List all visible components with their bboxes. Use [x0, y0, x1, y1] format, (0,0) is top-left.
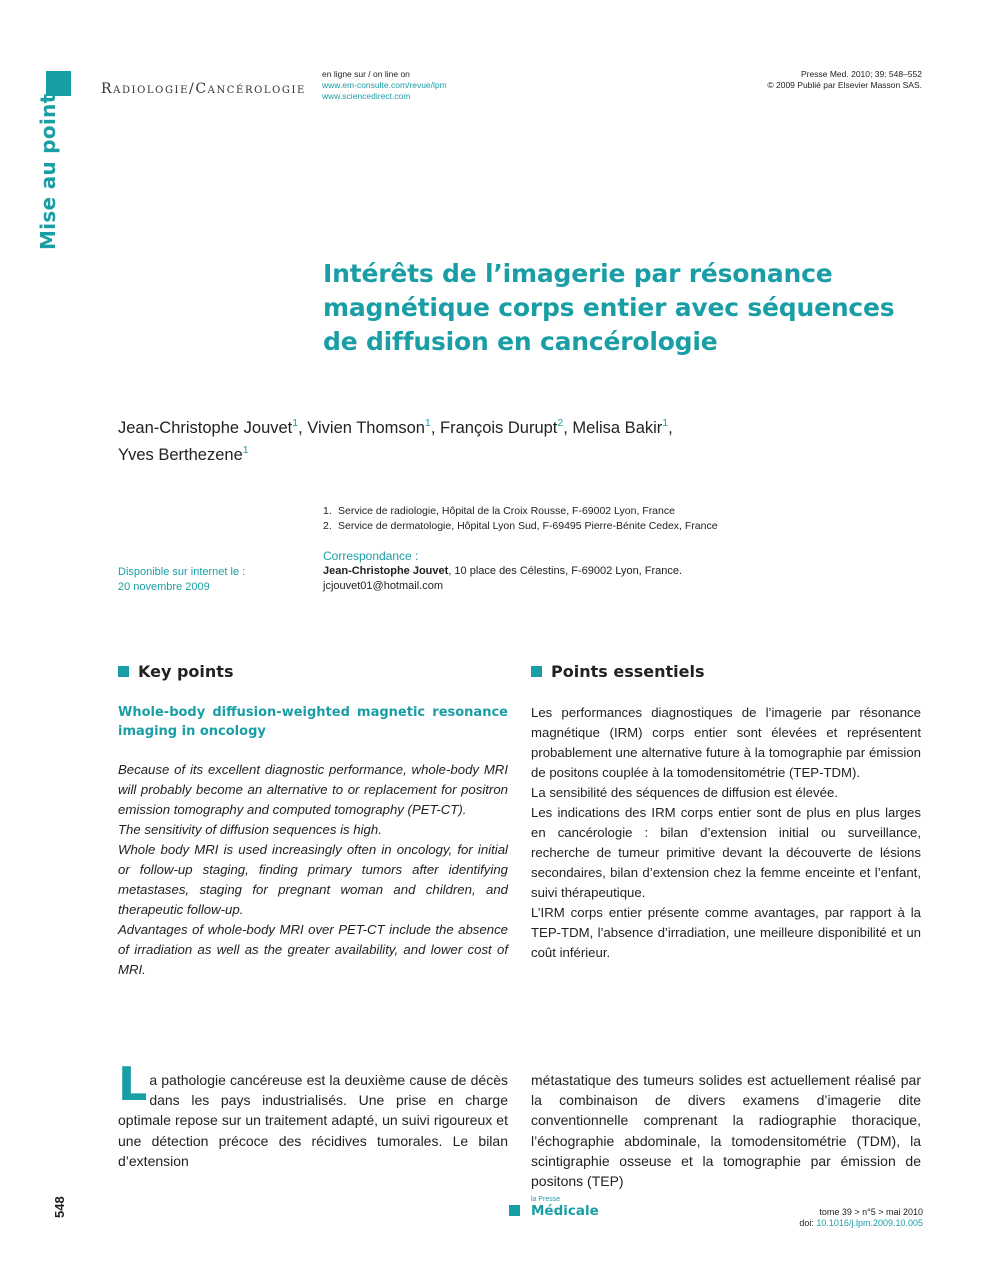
- square-bullet-icon: [118, 666, 129, 677]
- author-name: Vivien Thomson: [307, 419, 425, 437]
- point-essentiel-paragraph: Les indications des IRM corps entier sont de plus en plus larges en cancérologie : bilan d’extension initial ou surveillance, recherche de tumeur primitive devant la découverte de lésions secondaires, bilan d’extension chez la femme enceinte et l’enfant, suivi thérapeutique.: [531, 805, 921, 900]
- affiliation-item: [323, 504, 718, 519]
- citation: [767, 69, 922, 91]
- body-column-right: métastatique des tumeurs solides est actuellement réalisé par la combinaison de divers examens d’imagerie dite conventionnelle comprenant la radiographie thoracique, l’échographie abdominale, la tomodensitométrie (TDM), la scintigraphie osseuse et la tomographie par émission de positons (TEP): [531, 1072, 921, 1190]
- author-list: Jean-Christophe Jouvet$^1$, Vivien Thomson$^1$, François Durupt$^2$, Melisa Bakir$^1$, Yves Berthezene$^1$: [118, 417, 673, 464]
- online-info: [322, 69, 447, 102]
- section-label: Radiologie/Cancérologie: [101, 81, 306, 97]
- author-name: Yves Berthezene: [118, 446, 243, 464]
- author-affiliation: 2: [557, 417, 564, 429]
- body-column-left: [118, 1057, 508, 1171]
- journal-logo-name: Médicale: [531, 1203, 599, 1219]
- correspondence-name: Jean-Christophe Jouvet: [323, 565, 449, 577]
- key-point-paragraph: Because of its excellent diagnostic performance, whole-body MRI will probably become an alternative to or replacement for positron emission tomography and computed tomography (PET-CT).: [118, 762, 508, 817]
- point-essentiel-paragraph: La sensibilité des séquences de diffusion est élevée.: [531, 785, 838, 800]
- citation-line: Presse Med. 2010; 39: 548–552: [801, 69, 922, 79]
- points-essentiels-heading: [531, 662, 704, 681]
- key-points-heading: [118, 662, 233, 681]
- author-name: Melisa Bakir: [572, 419, 663, 437]
- correspondence-address: , 10 place des Célestins, F-69002 Lyon, France.: [448, 565, 683, 577]
- key-points-body: [118, 760, 508, 980]
- author-name: Jean-Christophe Jouvet: [118, 419, 293, 437]
- points-essentiels-body: [531, 703, 921, 963]
- affiliation-text: Service de dermatologie, Hôpital Lyon Sud, F-69495 Pierre-Bénite Cedex, France: [338, 519, 718, 532]
- doi-label: doi:: [799, 1218, 817, 1228]
- key-points-title: Key points: [138, 662, 234, 681]
- link-sciencedirect[interactable]: www.sciencedirect.com: [322, 91, 411, 101]
- journal-logo: [509, 1196, 599, 1219]
- square-bullet-icon: [531, 666, 542, 677]
- correspondence: [323, 549, 682, 594]
- affiliation-text: Service de radiologie, Hôpital de la Croix Rousse, F-69002 Lyon, France: [338, 505, 675, 517]
- copyright-line: © 2009 Publié par Elsevier Masson SAS.: [767, 80, 922, 90]
- availability-label: Disponible sur internet le :: [118, 566, 246, 578]
- square-bullet-icon: [509, 1205, 520, 1216]
- drop-cap: L: [118, 1057, 148, 1111]
- availability-date: 20 novembre 2009: [118, 581, 210, 593]
- link-em-consulte[interactable]: www.em-consulte.com/revue/lpm: [322, 80, 447, 90]
- article-title: Intérêts de l’imagerie par résonance magnétique corps entier avec séquences de diffusion en cancérologie: [323, 259, 895, 356]
- page-number: 548: [52, 1196, 67, 1218]
- body-text-left: a pathologie cancéreuse est la deuxième cause de décès dans les pays industrialisés. Une prise en charge optimale repose sur un traitement adapté, un suivi rigoureux et une détection précoce des récidives tumorales. Le bilan d’extension: [118, 1072, 508, 1169]
- availability-info: [118, 565, 245, 595]
- author-affiliation: 1: [242, 444, 249, 456]
- author-affiliation: 1: [662, 417, 669, 429]
- side-label: Mise au point: [36, 93, 60, 250]
- key-points-subtitle: Whole-body diffusion-weighted magnetic resonance imaging in oncology: [118, 705, 508, 739]
- point-essentiel-paragraph: L’IRM corps entier présente comme avantages, par rapport à la TEP-TDM, l’absence d’irradiation, une meilleure disponibilité et un coût inférieur.: [531, 905, 921, 960]
- key-point-paragraph: Advantages of whole-body MRI over PET-CT include the absence of irradiation as well as the greater availability, and lower cost of MRI.: [118, 922, 508, 977]
- correspondence-heading: Correspondance :: [323, 549, 419, 563]
- point-essentiel-paragraph: Les performances diagnostiques de l’imagerie par résonance magnétique (IRM) corps entier sont élevées et représentent probablement une alternative future à la tomographie par émission de positons couplée à la tomodensitométrie (TEP-TDM).: [531, 705, 921, 780]
- author-affiliation: 1: [425, 417, 431, 429]
- correspondence-email[interactable]: jcjouvet01@hotmail.com: [323, 580, 443, 592]
- online-label: en ligne sur / on line on: [322, 69, 410, 79]
- author-affiliation: 1: [292, 417, 299, 429]
- journal-logo-small: la Presse: [531, 1196, 561, 1203]
- affiliation-item: [323, 519, 718, 534]
- affiliations: [323, 504, 718, 533]
- doi-link[interactable]: 10.1016/j.lpm.2009.10.005: [816, 1218, 923, 1228]
- issue-line: tome 39 > n°5 > mai 2010: [819, 1207, 923, 1217]
- key-point-paragraph: The sensitivity of diffusion sequences is high.: [118, 822, 382, 837]
- author-name: François Durupt: [440, 419, 558, 437]
- affiliation-number: 2.: [323, 519, 332, 532]
- footer-issue-info: [799, 1207, 923, 1229]
- points-essentiels-title: Points essentiels: [551, 662, 705, 681]
- affiliation-number: 1.: [323, 505, 332, 517]
- key-point-paragraph: Whole body MRI is used increasingly often in oncology, for initial or follow-up staging, finding primary tumors after identifying metastases, staging for pregnant woman and children, and therapeutic follow-up.: [118, 842, 508, 917]
